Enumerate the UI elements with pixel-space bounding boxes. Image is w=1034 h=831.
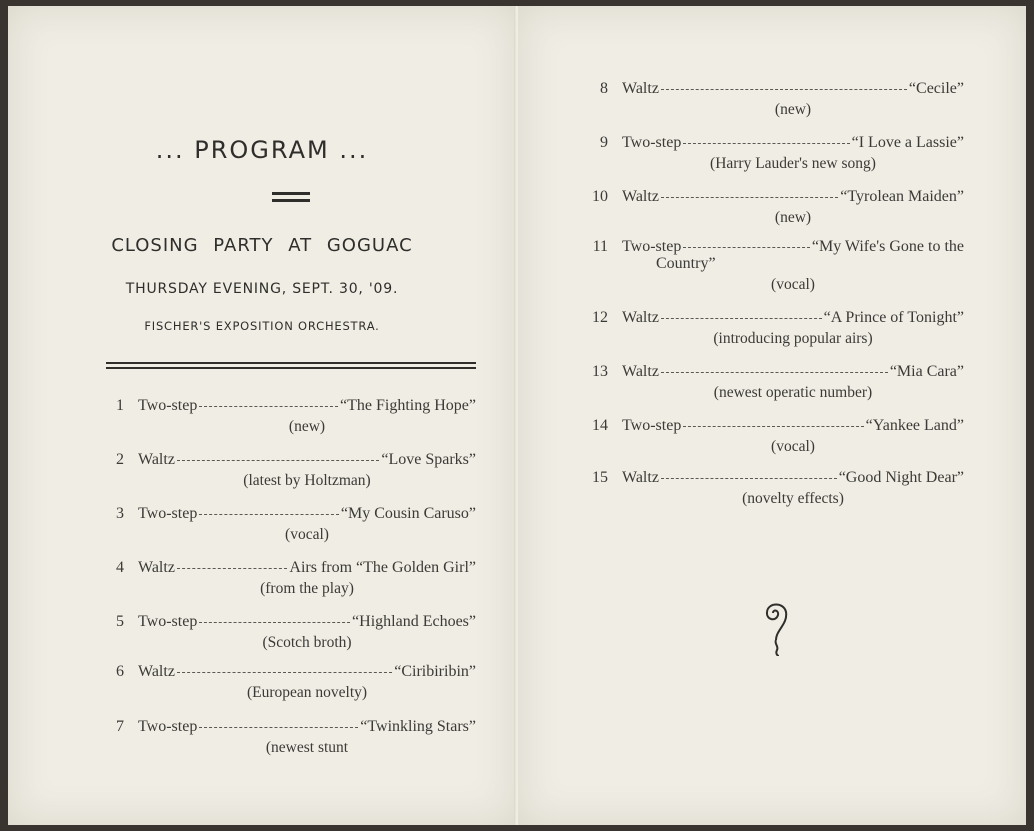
- program-title: ... PROGRAM ...: [155, 136, 369, 164]
- item-line: [138, 662, 476, 682]
- dance-type: Waltz: [622, 80, 659, 97]
- item-note: (newest operatic number): [713, 384, 873, 401]
- piece-title: “Highland Echoes”: [352, 613, 476, 630]
- item-number: 10: [592, 188, 608, 205]
- program-item: [588, 308, 964, 350]
- item-note: (Scotch broth): [262, 634, 352, 651]
- item-note: (vocal): [285, 526, 329, 543]
- dotted-leader: [177, 671, 392, 673]
- item-number: 11: [592, 238, 608, 255]
- item-number: 2: [116, 451, 124, 468]
- dance-type: Two-step: [622, 238, 682, 255]
- dance-type: Two-step: [622, 134, 682, 151]
- swirl-ornament-icon: [762, 600, 792, 656]
- program-item: [104, 504, 476, 546]
- piece-title: “Mia Cara”: [889, 363, 964, 380]
- program-item: [104, 612, 476, 654]
- item-note: (European novelty): [246, 684, 368, 701]
- item-note: (new): [774, 209, 812, 226]
- event-date: THURSDAY EVENING, SEPT. 30, '09.: [125, 281, 399, 297]
- dotted-leader: [199, 726, 358, 728]
- item-line: [138, 396, 476, 416]
- dotted-leader: [683, 142, 849, 144]
- piece-title: “My Wife's Gone to the: [811, 238, 964, 255]
- piece-title: “Yankee Land”: [865, 417, 964, 434]
- item-line: [622, 468, 964, 488]
- piece-title: “Good Night Dear”: [838, 469, 964, 486]
- item-number: 8: [600, 80, 608, 97]
- item-line: [622, 133, 964, 153]
- item-note: (introducing popular airs): [713, 330, 873, 347]
- program-item: [588, 79, 964, 121]
- item-number: 5: [116, 613, 124, 630]
- item-number: 3: [116, 505, 124, 522]
- dance-type: Two-step: [138, 505, 198, 522]
- program-item: [588, 468, 964, 510]
- item-line: [622, 308, 964, 328]
- dotted-leader: [199, 405, 338, 407]
- dotted-leader: [177, 459, 379, 461]
- dotted-leader: [661, 88, 907, 90]
- program-item: [588, 133, 964, 175]
- item-note: (novelty effects): [742, 490, 844, 507]
- dotted-leader: [683, 425, 863, 427]
- dance-type: Two-step: [138, 613, 198, 630]
- item-number: 9: [600, 134, 608, 151]
- item-number: 14: [592, 417, 608, 434]
- piece-title: “The Fighting Hope”: [340, 397, 476, 414]
- item-line: [138, 717, 476, 737]
- dance-type: Waltz: [622, 188, 659, 205]
- item-note: (vocal): [771, 276, 815, 293]
- item-note: (vocal): [771, 438, 815, 455]
- item-note: (new): [288, 418, 326, 435]
- item-number: 12: [592, 309, 608, 326]
- dotted-leader: [661, 317, 822, 319]
- piece-title: “My Cousin Caruso”: [340, 505, 476, 522]
- dance-type: Waltz: [138, 559, 175, 576]
- short-double-rule: [272, 192, 310, 202]
- item-line: [138, 450, 476, 470]
- dotted-leader: [199, 513, 339, 515]
- item-number: 6: [116, 663, 124, 680]
- dance-type: Waltz: [138, 663, 175, 680]
- item-note: (newest stunt: [265, 739, 349, 756]
- piece-title: “Cecile”: [908, 80, 964, 97]
- piece-title: “A Prince of Tonight”: [823, 309, 964, 326]
- item-number: 4: [116, 559, 124, 576]
- item-number: 15: [592, 469, 608, 486]
- program-item: [104, 450, 476, 492]
- program-item: [588, 237, 964, 297]
- item-note: (new): [774, 101, 812, 118]
- program-item: [104, 717, 476, 759]
- piece-title: “Twinkling Stars”: [360, 718, 476, 735]
- item-line: [138, 558, 476, 578]
- dance-type: Two-step: [138, 397, 198, 414]
- dotted-leader: [683, 246, 810, 248]
- item-line: [622, 416, 964, 436]
- dance-type: Two-step: [622, 417, 682, 434]
- program-item: [104, 558, 476, 600]
- dotted-leader: [661, 196, 838, 198]
- dotted-leader: [661, 371, 888, 373]
- piece-title-continued: Country”: [656, 255, 716, 272]
- item-number: 1: [116, 397, 124, 414]
- item-line: [622, 79, 964, 99]
- item-line: [138, 504, 476, 524]
- piece-title: “I Love a Lassie”: [851, 134, 964, 151]
- dance-type: Waltz: [138, 451, 175, 468]
- dotted-leader: [177, 567, 287, 569]
- program-item: [588, 187, 964, 229]
- event-title: CLOSING PARTY AT GOGUAC: [111, 235, 413, 256]
- item-note: (Harry Lauder's new song): [710, 155, 876, 172]
- dotted-leader: [661, 477, 837, 479]
- dance-type: Waltz: [622, 469, 659, 486]
- piece-title: “Ciribiribin”: [394, 663, 476, 680]
- piece-title: Airs from “The Golden Girl”: [289, 559, 476, 576]
- item-number: 13: [592, 363, 608, 380]
- item-note: (latest by Holtzman): [243, 472, 371, 489]
- dotted-leader: [199, 621, 350, 623]
- piece-title: “Love Sparks”: [381, 451, 476, 468]
- item-note: (from the play): [260, 580, 354, 597]
- program-item: [104, 662, 476, 704]
- program-item: [104, 396, 476, 438]
- dance-type: Two-step: [138, 718, 198, 735]
- program-item: [588, 362, 964, 404]
- dance-type: Waltz: [622, 309, 659, 326]
- item-line: [622, 362, 964, 382]
- long-double-rule: [106, 362, 476, 369]
- dance-type: Waltz: [622, 363, 659, 380]
- program-item: [588, 416, 964, 458]
- orchestra-name: FISCHER'S EXPOSITION ORCHESTRA.: [144, 319, 380, 333]
- item-line: [138, 612, 476, 632]
- piece-title: “Tyrolean Maiden”: [840, 188, 964, 205]
- item-number: 7: [116, 718, 124, 735]
- item-line: [622, 187, 964, 207]
